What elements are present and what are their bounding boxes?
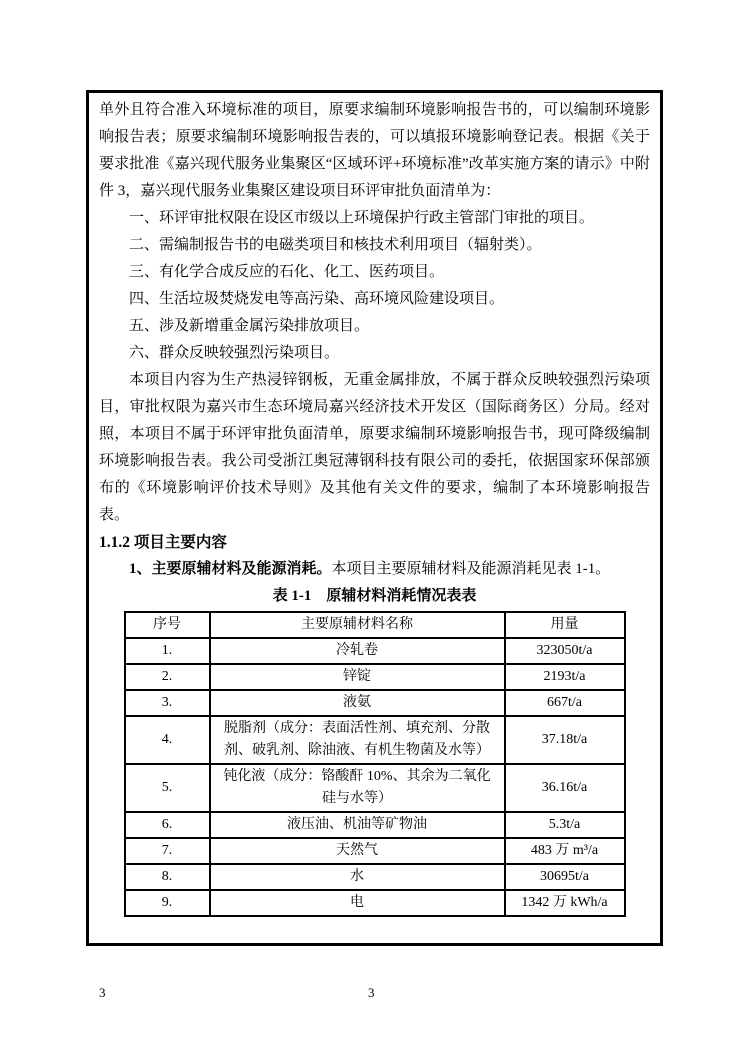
footer-page-number-center: 3 (368, 985, 375, 1000)
cell-name: 电 (210, 890, 505, 916)
list-item-1: 一、环评审批权限在设区市级以上环境保护行政主管部门审批的项目。 (129, 210, 595, 226)
cell-name: 天然气 (210, 838, 505, 864)
cell-amount: 5.3t/a (505, 812, 625, 838)
cell-no: 3. (125, 690, 210, 716)
table-row (125, 838, 625, 864)
cell-no: 6. (125, 812, 210, 838)
paragraph-project-description: 本项目内容为生产热浸锌钢板，无重金属排放，不属于群众反映较强烈污染项目，审批权限为嘉兴市生态环境局嘉兴经济技术开发区（国际商务区）分局。经对照，本项目不属于环评审批负面清单，原要求编制环境影响报告书，现可降级编制环境影响报告表。我公司受浙江奥冠薄钢科技有限公司的委托，依据国家环保部颁布的《环境影响评价技术导则》及其他有关文件的要求，编制了本环境影响报告表。 (99, 372, 650, 523)
header-cell-name: 主要原辅材料名称 (210, 612, 505, 638)
cell-amount: 30695t/a (505, 864, 625, 890)
cell-name: 锌锭 (210, 664, 505, 690)
cell-amount: 667t/a (505, 690, 625, 716)
table-row (125, 716, 625, 764)
cell-amount: 483 万 m³/a (505, 838, 625, 864)
list-item-3: 三、有化学合成反应的石化、化工、医药项目。 (129, 264, 445, 280)
cell-no: 7. (125, 838, 210, 864)
cell-name: 水 (210, 864, 505, 890)
cell-no: 2. (125, 664, 210, 690)
section-heading-1-1-2: 1.1.2 项目主要内容 (99, 534, 227, 551)
paragraph-negative-list-intro: 单外且符合准入环境标准的项目，原要求编制环境影响报告书的，可以编制环境影响报告表；原要求编制环境影响报告表的，可以填报环境影响登记表。根据《关于要求批准《嘉兴现代服务业集聚区“区域环评+环境标准”改革实施方案的请示》中附件 3，嘉兴现代服务业集聚区建设项目环评审批负面清单为： (99, 102, 650, 199)
materials-lead-rest: 本项目主要原辅材料及能源消耗见表 1-1。 (331, 561, 611, 577)
cell-name: 液氨 (210, 690, 505, 716)
paragraph-materials-lead (99, 556, 650, 583)
cell-no: 5. (125, 764, 210, 812)
cell-name: 脱脂剂（成分：表面活性剂、填充剂、分散剂、破乳剂、除油液、有机生物菌及水等） (210, 716, 505, 764)
cell-name: 钝化液（成分：铬酸酐 10%、其余为二氧化硅与水等） (210, 764, 505, 812)
materials-consumption-table (124, 611, 626, 917)
cell-no: 1. (125, 638, 210, 664)
cell-no: 4. (125, 716, 210, 764)
materials-lead-bold: 1、主要原辅材料及能源消耗。 (129, 561, 332, 577)
table-row (125, 664, 625, 690)
cell-name: 冷轧卷 (210, 638, 505, 664)
table-caption: 表 1-1 原辅材料消耗情况表表 (272, 588, 477, 604)
cell-no: 9. (125, 890, 210, 916)
list-item-2: 二、需编制报告书的电磁类项目和核技术利用项目（辐射类）。 (129, 237, 542, 253)
table-row (125, 812, 625, 838)
header-cell-amount: 用量 (505, 612, 625, 638)
content-border-box (86, 90, 663, 946)
header-cell-no: 序号 (125, 612, 210, 638)
cell-no: 8. (125, 864, 210, 890)
cell-name: 液压油、机油等矿物油 (210, 812, 505, 838)
cell-amount: 36.16t/a (505, 764, 625, 812)
table-row (125, 690, 625, 716)
table-header-row (125, 612, 625, 638)
list-item-5: 五、涉及新增重金属污染排放项目。 (129, 318, 370, 334)
table-row (125, 638, 625, 664)
footer-page-number-left: 3 (99, 985, 106, 1000)
cell-amount: 1342 万 kWh/a (505, 890, 625, 916)
table-row (125, 864, 625, 890)
cell-amount: 323050t/a (505, 638, 625, 664)
table-row (125, 890, 625, 916)
list-item-4: 四、生活垃圾焚烧发电等高污染、高环境风险建设项目。 (129, 291, 505, 307)
cell-amount: 2193t/a (505, 664, 625, 690)
list-item-6: 六、群众反映较强烈污染项目。 (129, 345, 340, 361)
cell-amount: 37.18t/a (505, 716, 625, 764)
table-row (125, 764, 625, 812)
